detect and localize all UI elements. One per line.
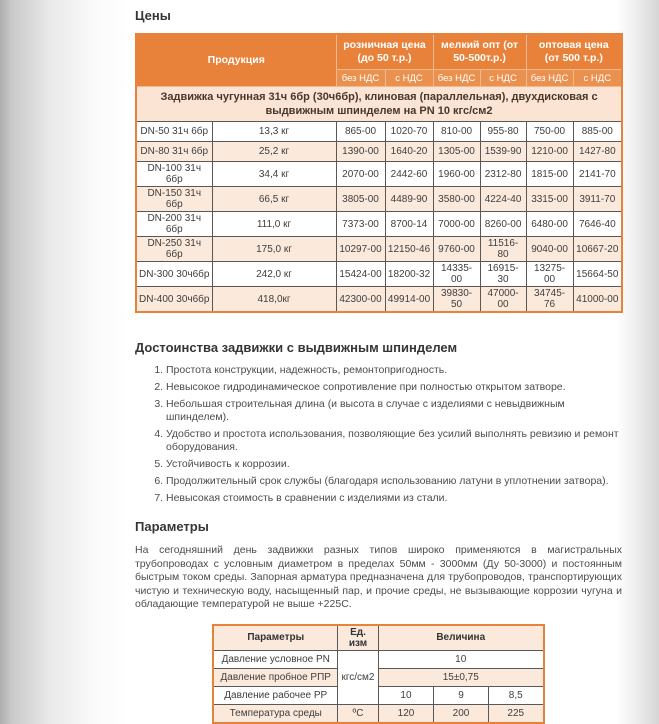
table-row (136, 287, 622, 313)
price-cell: 750-00 (526, 122, 573, 142)
price-cell: 3911-70 (573, 187, 622, 212)
table-row (136, 122, 622, 142)
price-cell: 13275-00 (526, 262, 573, 287)
product-name-cell: DN-200 31ч 6бр (136, 212, 212, 237)
product-name-cell: DN-80 31ч 6бр (136, 142, 212, 162)
table-row (213, 704, 543, 723)
price-cell: 3315-00 (526, 187, 573, 212)
price-cell: 1960-00 (433, 162, 480, 187)
product-title: Задвижка чугунная 31ч 6бр (30ч6бр), клиновая (параллельная), двухдисковая с выдвижным шпинделем на PN 10 кгс/см2 (136, 87, 622, 122)
column-header-wholesale-price: оптовая цена (от 500 т.р.) (526, 34, 622, 70)
price-cell: 1539-90 (480, 142, 526, 162)
product-name-cell: DN-100 31ч 6бр (136, 162, 212, 187)
product-name-cell: DN-150 31ч 6бр (136, 187, 212, 212)
price-cell: 15424-00 (336, 262, 385, 287)
column-header-parameter: Параметры (213, 625, 337, 651)
product-name-cell: DN-400 30ч6бр (136, 287, 212, 313)
unit-cell: кгс/см2 (337, 650, 378, 704)
parameter-label: Температура среды (213, 704, 337, 723)
price-cell: 47000-00 (480, 287, 526, 313)
parameters-table-header-row (213, 625, 543, 651)
price-cell: 39830-50 (433, 287, 480, 313)
table-row (136, 212, 622, 237)
price-cell: 7000-00 (433, 212, 480, 237)
price-cell: 49914-00 (385, 287, 433, 313)
weight-cell: 418,0кг (212, 287, 336, 313)
price-cell: 1305-00 (433, 142, 480, 162)
product-title-row (136, 87, 622, 122)
price-cell: 2442-60 (385, 162, 433, 187)
price-cell: 41000-00 (573, 287, 622, 313)
value-cell: 10 (378, 686, 433, 704)
table-row (136, 237, 622, 262)
price-cell: 6480-00 (526, 212, 573, 237)
list-item: 2. Невысокое гидродинамическое сопротивление при полностью открытом затворе. (166, 381, 622, 394)
value-cell: 120 (378, 704, 433, 723)
subheader-no-vat: без НДС (336, 70, 385, 87)
parameter-label: Давление пробное РПР (213, 668, 337, 686)
price-cell: 7373-00 (336, 212, 385, 237)
product-name-cell: DN-250 31ч 6бр (136, 237, 212, 262)
price-cell: 42300-00 (336, 287, 385, 313)
table-row (136, 162, 622, 187)
list-item: 6. Продолжительный срок службы (благодаря использованию латуни в уплотнении затвора). (166, 475, 622, 488)
list-item: 4. Удобство и простота использования, позволяющие без усилий выполнять ревизию и ремонт оборудования. (166, 428, 622, 454)
price-cell: 11516-80 (480, 237, 526, 262)
subheader-no-vat: без НДС (526, 70, 573, 87)
weight-cell: 25,2 кг (212, 142, 336, 162)
subheader-with-vat: с НДС (385, 70, 433, 87)
price-cell: 12150-46 (385, 237, 433, 262)
column-header-small-wholesale: мелкий опт (от 50-500т.р.) (433, 34, 526, 70)
unit-cell: ºС (337, 704, 378, 723)
price-cell: 810-00 (433, 122, 480, 142)
table-row (213, 686, 543, 704)
list-item: 7. Невысокая стоимость в сравнении с изделиями из стали. (166, 492, 622, 505)
column-header-unit: Ед. изм (337, 625, 378, 651)
price-cell: 2070-00 (336, 162, 385, 187)
weight-cell: 66,5 кг (212, 187, 336, 212)
parameters-table (212, 624, 544, 724)
prices-heading: Цены (135, 8, 171, 23)
parameters-heading: Параметры (135, 519, 209, 534)
product-name-cell: DN-50 31ч 6бр (136, 122, 212, 142)
column-header-value: Величина (378, 625, 543, 651)
value-cell: 9 (433, 686, 488, 704)
page-content (135, 0, 622, 724)
price-cell: 34745-76 (526, 287, 573, 313)
weight-cell: 242,0 кг (212, 262, 336, 287)
price-cell: 865-00 (336, 122, 385, 142)
price-cell: 9760-00 (433, 237, 480, 262)
advantages-heading: Достоинства задвижки с выдвижным шпинделем (135, 340, 458, 355)
value-cell: 225 (488, 704, 543, 723)
price-cell: 8700-14 (385, 212, 433, 237)
price-cell: 3580-00 (433, 187, 480, 212)
weight-cell: 111,0 кг (212, 212, 336, 237)
price-cell: 2312-80 (480, 162, 526, 187)
price-cell: 1427-80 (573, 142, 622, 162)
price-cell: 1390-00 (336, 142, 385, 162)
table-row (213, 650, 543, 668)
price-table (135, 33, 623, 313)
parameter-label: Давление рабочее РР (213, 686, 337, 704)
price-cell: 3805-00 (336, 187, 385, 212)
value-cell: 10 (378, 650, 543, 668)
parameters-paragraph: На сегодняшний день задвижки разных типов широко применяются в магистральных трубопроводах с условным диаметром в пределах 50мм - 3000мм (Ду 50-3000) и постоянным быстрым током среды. Запорная арматура предназначена для трубопроводов, транспортирующих чистую и техническую воду, насыщенный пар, и прочие среды, не вызывающие коррозии чугуна и обладающие температурой не выше +225С. (135, 544, 622, 610)
subheader-with-vat: с НДС (480, 70, 526, 87)
price-cell: 955-80 (480, 122, 526, 142)
subheader-with-vat: с НДС (573, 70, 622, 87)
product-name-cell: DN-300 30ч6бр (136, 262, 212, 287)
price-cell: 4224-40 (480, 187, 526, 212)
weight-cell: 34,4 кг (212, 162, 336, 187)
table-row (136, 262, 622, 287)
weight-cell: 13,3 кг (212, 122, 336, 142)
weight-cell: 175,0 кг (212, 237, 336, 262)
price-cell: 9040-00 (526, 237, 573, 262)
price-cell: 14335-00 (433, 262, 480, 287)
list-item: 1. Простота конструкции, надежность, ремонтопригодность. (166, 364, 622, 377)
price-cell: 7646-40 (573, 212, 622, 237)
value-cell: 8,5 (488, 686, 543, 704)
table-row (136, 142, 622, 162)
price-cell: 8260-00 (480, 212, 526, 237)
price-cell: 1815-00 (526, 162, 573, 187)
table-row (136, 187, 622, 212)
value-cell: 200 (433, 704, 488, 723)
parameter-label: Давление условное PN (213, 650, 337, 668)
subheader-no-vat: без НДС (433, 70, 480, 87)
list-item: 3. Небольшая строительная длина (и высота в случае с изделиями с невыдвижным шпинделем). (166, 398, 622, 424)
advantages-list (135, 364, 622, 505)
price-cell: 1020-70 (385, 122, 433, 142)
price-cell: 15664-50 (573, 262, 622, 287)
list-item: 5. Устойчивость к коррозии. (166, 458, 622, 471)
price-cell: 2141-70 (573, 162, 622, 187)
price-cell: 885-00 (573, 122, 622, 142)
price-cell: 10297-00 (336, 237, 385, 262)
price-cell: 16915-30 (480, 262, 526, 287)
table-row (213, 668, 543, 686)
price-cell: 10667-20 (573, 237, 622, 262)
price-cell: 4489-90 (385, 187, 433, 212)
price-cell: 1210-00 (526, 142, 573, 162)
value-cell: 15±0,75 (378, 668, 543, 686)
price-cell: 18200-32 (385, 262, 433, 287)
column-header-product: Продукция (136, 34, 336, 87)
price-cell: 1640-20 (385, 142, 433, 162)
column-header-retail-price: розничная цена (до 50 т.р.) (336, 34, 433, 70)
